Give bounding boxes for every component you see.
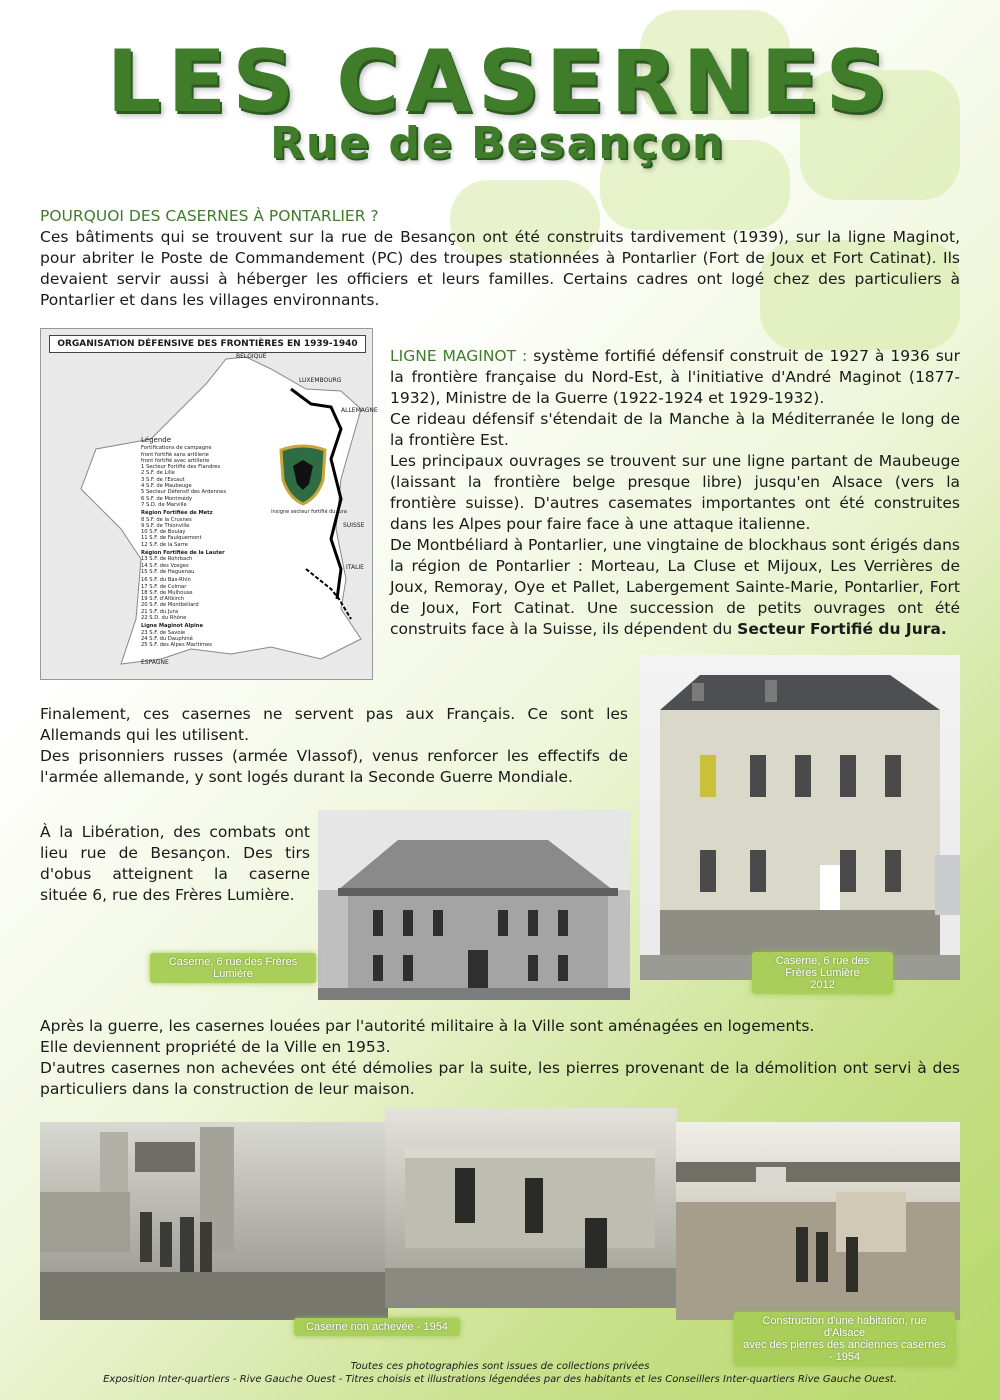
map-country-label: SUISSE	[343, 522, 365, 529]
unfinished-caption: Caserne non achevée - 1954	[294, 1318, 460, 1336]
legend-line: front fortifié avec artillerie	[141, 457, 210, 464]
maginot-paragraph: Ce rideau défensif s'étendait de la Manche à la Méditerranée le long de la frontière Est.	[390, 410, 960, 449]
maginot-pontarlier	[390, 535, 960, 640]
legend-item: 5 Secteur Défensif des Ardennes	[141, 489, 227, 496]
apres-paragraph: Elle deviennent propriété de la Ville en 1953.	[40, 1038, 391, 1056]
legend-item: 15 S.F. de Haguenau	[141, 568, 195, 575]
footer-credit: Toutes ces photographies sont issues de collections privées	[350, 1361, 650, 1372]
legend-item: 22 S.D. du Rhône	[141, 615, 187, 622]
footer-exposition: Exposition Inter-quartiers - Rive Gauche Ouest - Titres choisis et illustrations légendées par des habitants et les Conseillers Inter-quartiers Rive Gauche Ouest.	[103, 1374, 897, 1385]
legend-item: 9 S.F. de Thionville	[141, 522, 190, 529]
legend-item: Région Fortifiée de Metz	[141, 510, 213, 517]
legend-item: 21 S.F. du Jura	[141, 608, 178, 615]
legend-item: 10 S.F. de Boulay	[141, 529, 186, 536]
map-country-label: BELGIQUE	[236, 353, 267, 360]
map-country-label: LUXEMBOURG	[299, 377, 342, 384]
legend-item: Ligne Maginot Alpine	[141, 623, 204, 630]
legend-item: 24 S.F. du Dauphiné	[141, 635, 193, 642]
intro-heading: POURQUOI DES CASERNES À PONTARLIER ?	[40, 207, 379, 225]
maginot-map	[40, 328, 378, 680]
footer	[0, 1360, 1000, 1386]
apres-paragraph: Après la guerre, les casernes louées par l'autorité militaire à la Ville sont aménagées en logements.	[40, 1017, 815, 1035]
construction-caption	[734, 1312, 955, 1366]
legend-item: 2 S.F. de Lille	[141, 470, 175, 477]
legend-item: 18 S.F. de Mulhouse	[141, 589, 193, 596]
map-title: ORGANISATION DÉFENSIVE DES FRONTIÈRES EN 1939-1940	[49, 335, 366, 353]
legend-item: 7 S.D. de Marville	[141, 501, 187, 508]
secteur-fortifie-label: Secteur Fortifié du Jura.	[737, 620, 947, 638]
barracks-2012-caption	[752, 952, 893, 994]
allemands-paragraph: Finalement, ces casernes ne servent pas aux Français. Ce sont les Allemands qui les utilisent.	[40, 705, 628, 744]
construction-drawing	[676, 1122, 960, 1320]
legend-item: 17 S.F. de Colmar	[141, 583, 187, 590]
legend-item: 1 Secteur Fortifié des Flandres	[141, 464, 221, 471]
badge-caption: Insigne secteur fortifié du Jura	[271, 509, 347, 515]
map-country-label: ALLEMAGNE	[341, 407, 378, 414]
caption-line: Caserne, 6 rue des Frères Lumière	[775, 955, 870, 979]
page-subtitle: Rue de Besançon	[270, 118, 726, 169]
legend-item: 14 S.F. des Vosges	[141, 562, 189, 569]
intro-section	[40, 206, 960, 311]
legend-title: Légende	[141, 436, 172, 444]
legend-item: 3 S.F. de l'Escaut	[141, 476, 185, 483]
maginot-label: LIGNE MAGINOT :	[390, 347, 528, 365]
caption-line: avec des pierres des anciennes casernes - 1954	[743, 1339, 946, 1363]
allemands-paragraph: Des prisonniers russes (armée Vlassof), venus renforcer les effectifs de l'armée allemande, y sont logés durant la Seconde Guerre Mondiale.	[40, 747, 628, 786]
map-country-label: ESPAGNE	[141, 659, 169, 666]
old-barracks-drawing	[318, 810, 630, 1000]
caption-line: 2012	[810, 979, 835, 991]
legend-line: Fortifications de campagne	[141, 445, 212, 452]
old-barracks-photo	[318, 810, 630, 1000]
legend-item: 23 S.F. de Savoie	[141, 629, 186, 636]
caption-line: Construction d'une habitation, rue d'Alsace	[762, 1315, 927, 1339]
blocks-drawing	[385, 1108, 677, 1308]
map-country-label: ITALIE	[346, 564, 364, 571]
maginot-intro	[390, 346, 960, 409]
map-legend	[141, 437, 251, 649]
legend-line: front fortifié sans artillerie	[141, 451, 209, 458]
intro-text: Ces bâtiments qui se trouvent sur la rue de Besançon ont été construits tardivement (1939), sur la ligne Maginot, pour abriter le Poste de Commandement (PC) des troupes stationnées à Pontarlier (Fort de Joux et Fort Catinat). Ils devaient servir aussi à héberger les officiers et leurs familles. Certains cadres ont logé chez des particuliers à Pontarlier et dans les villages environnants.	[40, 228, 960, 309]
maginot-section	[390, 346, 960, 640]
liberation-text: À la Libération, des combats ont lieu rue de Besançon. Des tirs d'obus atteignent la caserne située 6, rue des Frères Lumière.	[40, 823, 310, 904]
legend-item: 20 S.F. de Montbéliard	[141, 602, 199, 609]
maginot-paragraph: Les principaux ouvrages se trouvent sur une ligne partant de Maubeuge (laissant la frontière belge presque libre) jusqu'en Alsace (vers la frontière suisse). D'autres casemates importantes ont été construites dans les Alpes pour faire face à une attaque italienne.	[390, 452, 960, 533]
legend-item: 11 S.F. de Faulquemont	[141, 535, 202, 542]
barracks-2012-photo	[640, 655, 960, 980]
page-title: LES CASERNES	[106, 32, 894, 132]
legend-item: 25 S.F. des Alpes Maritimes	[141, 642, 212, 649]
legend-item: 4 S.F. de Maubeuge	[141, 483, 192, 490]
legend-item: 8 S.F. de la Crusnes	[141, 516, 192, 523]
old-barracks-caption: Caserne, 6 rue des Frères Lumière	[150, 953, 316, 983]
shield-icon	[277, 444, 329, 506]
allemands-section	[40, 704, 628, 788]
legend-item: 12 S.F. de la Sarre	[141, 541, 188, 548]
legend-item: Région Fortifiée de la Lauter	[141, 550, 225, 557]
liberation-section	[40, 822, 310, 906]
maginot-text: De Montbéliard à Pontarlier, une vingtaine de blockhaus sont érigés dans la région de Pontarlier : Morteau, La Cluse et Mijoux, Les Verrières de Joux, Remoray, Oye et Pallet, Labergement Sainte-Marie, Pontarlier, Fort de Joux, Fort Catinat. Une succession de petits ouvrages ont été construits face à la Suisse, ils dépendent du	[390, 536, 960, 638]
construction-photo	[676, 1122, 960, 1320]
apres-paragraph: D'autres casernes non achevées ont été démolies par la suite, les pierres provenant de la démolition ont servi à des particuliers dans la construction de leur maison.	[40, 1059, 960, 1098]
legend-item: 19 S.F. d'Altkirch	[141, 596, 184, 603]
legend-item: 16 S.F. du Bas-Rhin	[141, 577, 191, 584]
unfinished-barracks-photo-1	[40, 1122, 388, 1320]
legend-item: 13 S.F. de Rohrbach	[141, 556, 193, 563]
maginot-text: système fortifié défensif construit de 1927 à 1936 sur la frontière française du Nord-Est, à l'initiative d'André Maginot (1877-1932), Ministre de la Guerre (1922-1924 et 1929-1932).	[390, 347, 960, 407]
ruins-drawing	[40, 1122, 388, 1320]
barracks-2012-drawing	[640, 655, 960, 980]
unfinished-barracks-photo-2	[385, 1108, 677, 1308]
apres-section	[40, 1016, 960, 1100]
legend-item: 6 S.F. de Montmédy	[141, 495, 193, 502]
